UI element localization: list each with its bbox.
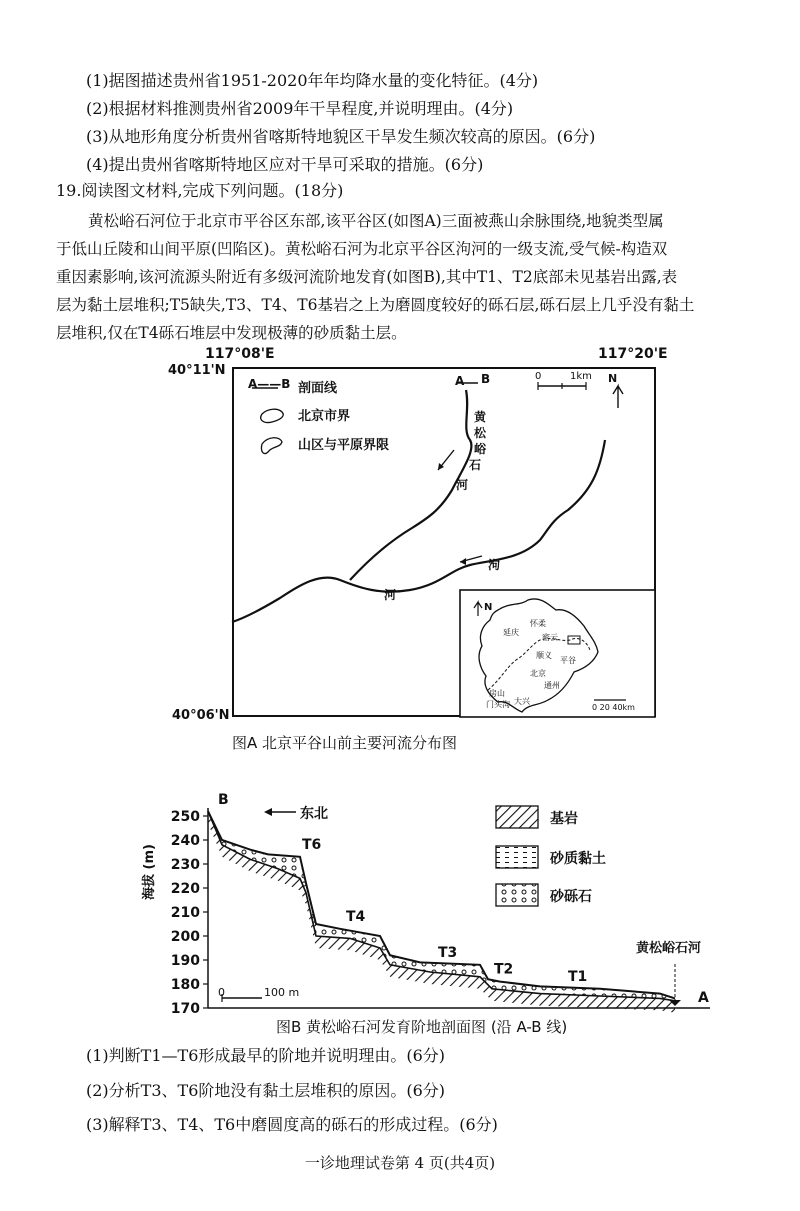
paragraph-line-2: 于低山丘陵和山间平原(凹陷区)。黄松峪石河为北京平谷区泃河的一级支流,受气候-构造双	[56, 240, 668, 258]
paragraph-line-4: 层为黏土层堆积;T5缺失,T3、T4、T6基岩之上为磨圆度较好的砾石层,砾石层上几乎没有黏土	[56, 296, 695, 314]
river-label-char-2: 松	[474, 426, 487, 440]
question-b2: (2)分析T3、T6阶地没有黏土层堆积的原因。(6分)	[86, 1081, 446, 1100]
y-tick-label: 240	[170, 833, 200, 849]
legend-gravel-label: 砂砾石	[550, 889, 592, 905]
question-3: (3)从地形角度分析贵州省喀斯特地貌区干旱发生频次较高的原因。(6分)	[86, 127, 596, 146]
bedrock-layer	[208, 811, 675, 1013]
paragraph-line-5: 层堆积,仅在T4砾石堆层中发现极薄的砂质黏土层。	[56, 324, 407, 342]
scale-zero: 0	[535, 371, 542, 382]
question-b3: (3)解释T3、T4、T6中磨圆度高的砾石的形成过程。(6分)	[86, 1115, 498, 1134]
legend-sandclay-box	[496, 846, 538, 868]
y-tick-label: 250	[170, 809, 200, 825]
river-label-char-4: 石	[469, 458, 482, 472]
north-label: N	[608, 372, 618, 385]
question-2: (2)根据材料推测贵州省2009年干旱程度,并说明理由。(4分)	[86, 99, 514, 118]
legend-gravel-box	[496, 884, 538, 906]
map-lon-left: 117°08'E	[205, 346, 275, 362]
legend-profile-symbol: A——B	[248, 377, 291, 391]
map-lon-right: 117°20'E	[598, 346, 668, 362]
legend-bedrock-label: 基岩	[550, 811, 578, 827]
inset-place-beijing: 北京	[530, 669, 546, 678]
inset-place-pinggu: 平谷	[560, 656, 576, 665]
map-profile-b: B	[481, 372, 491, 386]
question-1: (1)据图描述贵州省1951-2020年年均降水量的变化特征。(4分)	[86, 71, 539, 90]
y-axis-label: 海拔 (m)	[142, 844, 157, 900]
inset-place-fangshan: 房山	[489, 689, 505, 698]
legend-profile-label: 剖面线	[298, 381, 338, 396]
legend-bedrock-box	[496, 806, 538, 828]
river-label-char-5: 河	[456, 478, 469, 492]
river-label-char-3: 峪	[474, 442, 487, 456]
inset-place-huairou: 怀柔	[530, 619, 546, 628]
inset-place-mentougou: 门头沟	[486, 700, 510, 709]
inset-place-tongzhou: 通州	[544, 681, 560, 690]
map-lat-bottom: 40°06'N	[172, 708, 230, 723]
inset-place-miyun: 密云	[542, 633, 558, 642]
terrace-label-t3: T3	[438, 944, 458, 961]
scale-zero-b: 0	[218, 986, 225, 999]
direction-label: 东北	[300, 806, 328, 822]
inset-place-daxing: 大兴	[514, 697, 530, 706]
question-b1: (1)判断T1—T6形成最早的阶地并说明理由。(6分)	[86, 1046, 446, 1065]
ju-river-label-1: 泃	[488, 558, 501, 572]
terrace-label-t6: T6	[302, 836, 322, 853]
question-19-heading: 19.阅读图文材料,完成下列问题。(18分)	[56, 181, 344, 200]
legend-sandclay-label: 砂质黏土	[550, 851, 606, 867]
y-tick-label: 180	[170, 977, 200, 993]
paragraph-line-1: 黄松峪石河位于北京市平谷区东部,该平谷区(如图A)三面被燕山余脉围绕,地貌类型属	[88, 212, 664, 230]
question-4: (4)提出贵州省喀斯特地区应对干旱可采取的措施。(6分)	[86, 155, 484, 174]
legend-mountain-label: 山区与平原界限	[298, 438, 390, 453]
bedrock-line	[208, 811, 675, 1001]
y-tick-label: 230	[170, 857, 200, 873]
scale-label-b: 100 m	[264, 986, 300, 999]
scale-km: 1km	[570, 371, 592, 382]
terrace-label-t4: T4	[346, 908, 366, 925]
river-label-char-1: 黄	[474, 410, 487, 424]
y-tick-label: 200	[170, 929, 200, 945]
inset-north-label: N	[484, 602, 493, 613]
map-a-caption: 图A 北京平谷山前主要河流分布图	[232, 734, 458, 752]
river-label-b: 黄松峪石河	[636, 941, 702, 956]
y-tick-label: 210	[170, 905, 200, 921]
inset-place-shunyi: 顺义	[536, 651, 552, 660]
y-tick-label: 220	[170, 881, 200, 897]
terrace-label-t1: T1	[568, 968, 588, 985]
map-profile-a: A	[455, 374, 465, 388]
y-tick-label: 190	[170, 953, 200, 969]
inset-scale: 0 20 40km	[592, 703, 635, 712]
map-lat-top: 40°11'N	[168, 363, 226, 378]
profile-endpoint-a: A	[698, 990, 709, 1006]
page-footer: 一诊地理试卷第 4 页(共4页)	[304, 1154, 496, 1172]
inset-place-yanqing: 延庆	[503, 628, 519, 637]
profile-b-caption: 图B 黄松峪石河发育阶地剖面图 (沿 A-B 线)	[276, 1018, 568, 1036]
y-tick-label: 170	[170, 1001, 200, 1017]
paragraph-line-3: 重因素影响,该河流源头附近有多级河流阶地发育(如图B),其中T1、T2底部未见基岩出露,表	[56, 268, 678, 286]
terrace-label-t2: T2	[494, 961, 514, 978]
legend-boundary-label: 北京市界	[298, 409, 351, 424]
ju-river-label-2: 河	[384, 588, 397, 602]
profile-endpoint-b: B	[218, 792, 229, 808]
